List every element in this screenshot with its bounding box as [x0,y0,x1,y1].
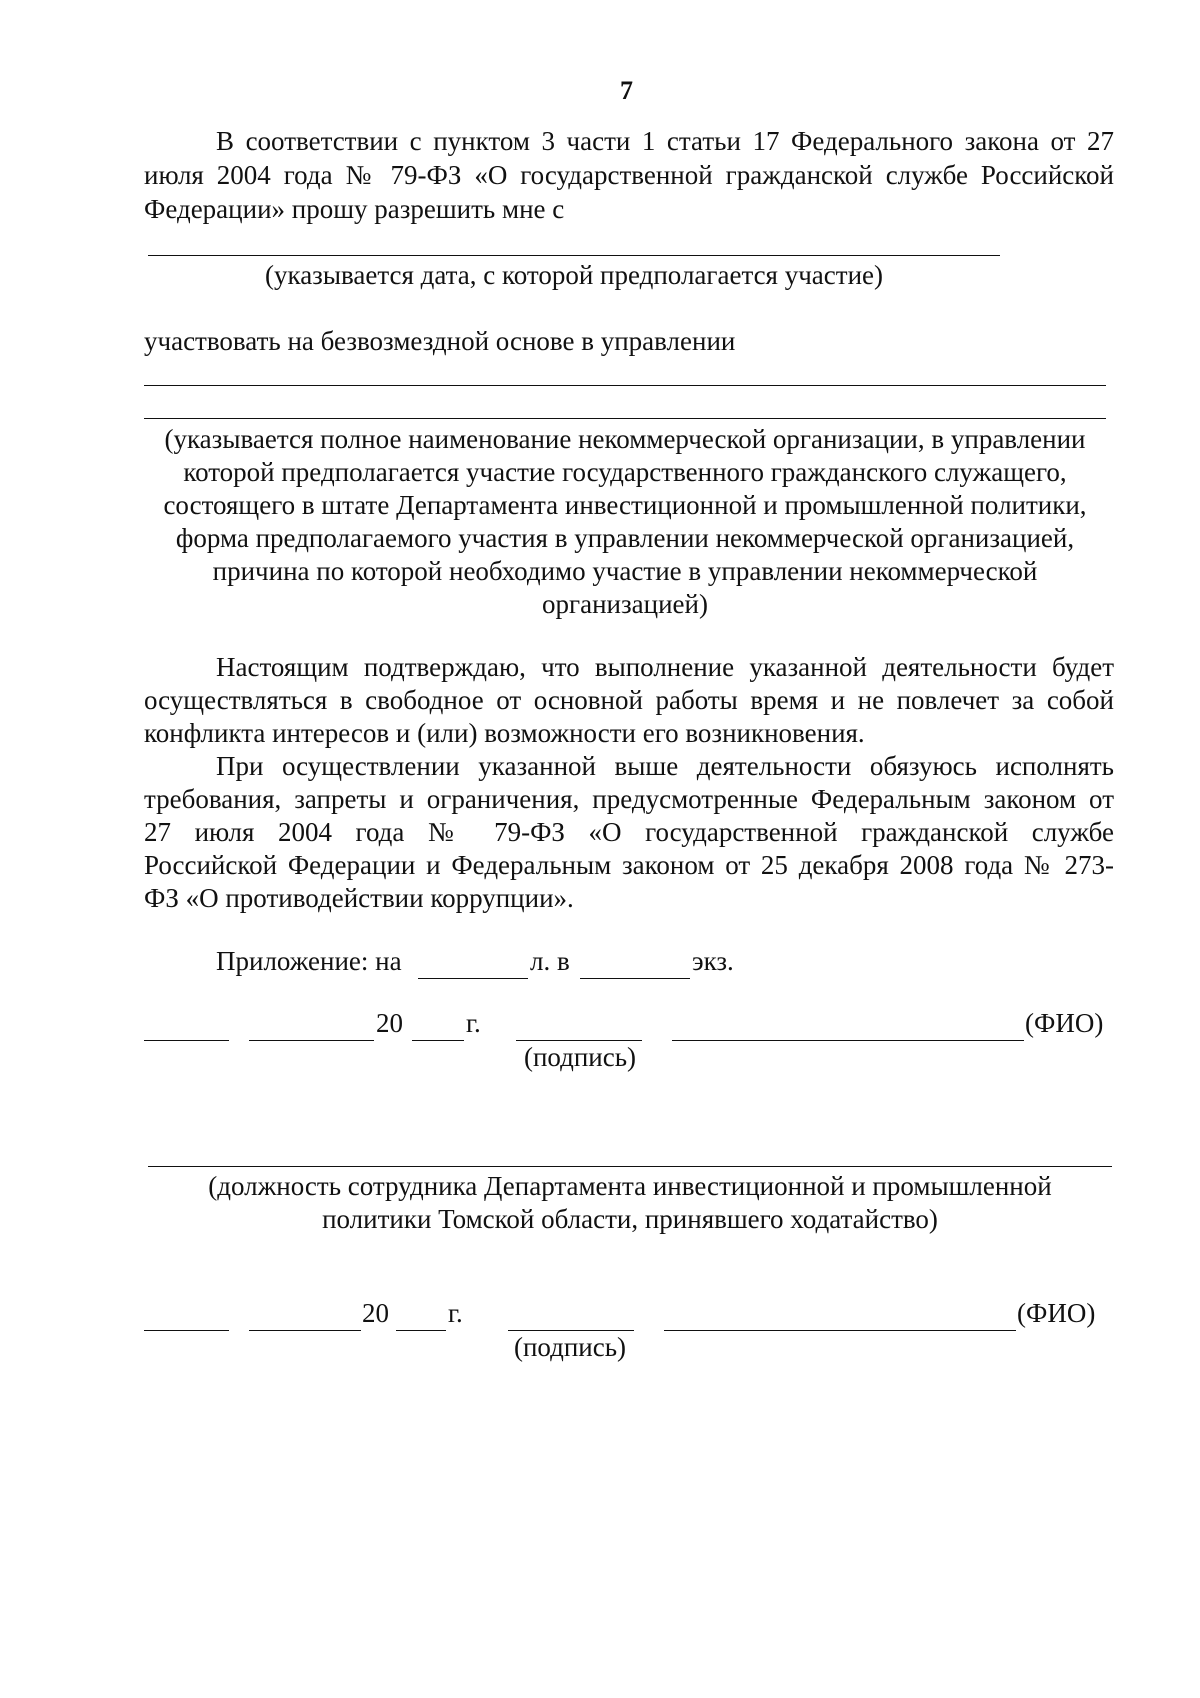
org-hint-line: форма предполагаемого участия в управлении некоммерческой организацией, [175,523,1075,553]
attachment-pages-blank[interactable] [418,978,528,979]
signature-blank[interactable] [508,1330,634,1331]
participate-text: участвовать на безвозмездной основе в управлении [144,326,736,356]
signature-blank[interactable] [516,1040,642,1041]
attachment-middle: л. в [530,946,570,976]
signature-hint: (подпись) [523,1042,637,1072]
obligation-line: ФЗ «О противодействии коррупции». [144,883,574,913]
org-hint-line: организацией) [542,589,708,619]
year-blank[interactable] [412,1040,464,1041]
fio-blank[interactable] [672,1040,1024,1041]
fio-blank[interactable] [664,1330,1016,1331]
organization-blank-line[interactable] [144,418,1106,419]
fio-label: (ФИО) [1017,1298,1096,1328]
day-blank[interactable] [144,1040,229,1041]
date-hint: (указывается дата, с которой предполагается участие) [265,260,883,290]
position-blank-line[interactable] [148,1166,1112,1167]
obligation-line: требования, запреты и ограничения, предусмотренные Федеральным законом от [144,784,1114,814]
year-prefix: 20 [376,1008,403,1038]
obligation-line: При осуществлении указанной выше деятельности обязуюсь исполнять [216,751,1114,781]
org-hint-line: которой предполагается участие государственного гражданского служащего, [183,457,1067,487]
confirm-line: осуществляться в свободное от основной работы время и не повлечет за собой [144,685,1114,715]
org-hint-line: состоящего в штате Департамента инвестиционной и промышленной политики, [163,490,1087,520]
intro-line: Федерации» прошу разрешить мне с [144,194,565,224]
year-suffix: г. [448,1298,463,1328]
org-hint-line: (указывается полное наименование некоммерческой организации, в управлении [164,424,1086,454]
org-hint-line: причина по которой необходимо участие в управлении некоммерческой [212,556,1038,586]
year-suffix: г. [466,1008,481,1038]
intro-line: В соответствии с пунктом 3 части 1 статьи 17 Федерального закона от 27 [216,126,1114,156]
year-prefix: 20 [362,1298,389,1328]
page-number: 7 [620,76,633,105]
signature-hint: (подпись) [513,1332,627,1362]
day-blank[interactable] [144,1330,229,1331]
attachment-copies-blank[interactable] [580,978,690,979]
obligation-line: 27 июля 2004 года № 79-ФЗ «О государственной гражданской службе [144,817,1114,847]
intro-line: июля 2004 года № 79-ФЗ «О государственной гражданской службе Российской [144,160,1114,190]
attachment-prefix: Приложение: на [216,946,402,976]
month-blank[interactable] [249,1040,374,1041]
obligation-line: Российской Федерации и Федеральным законом от 25 декабря 2008 года № 273- [144,850,1114,880]
position-hint-line: (должность сотрудника Департамента инвестиционной и промышленной [208,1171,1052,1201]
year-blank[interactable] [396,1330,446,1331]
confirm-line: конфликта интересов и (или) возможности его возникновения. [144,718,865,748]
position-hint-line: политики Томской области, принявшего ходатайство) [322,1204,938,1234]
attachment-suffix: экз. [692,946,734,976]
month-blank[interactable] [249,1330,361,1331]
organization-blank-line[interactable] [144,385,1106,386]
date-blank-line[interactable] [148,255,1000,256]
fio-label: (ФИО) [1025,1008,1104,1038]
confirm-line: Настоящим подтверждаю, что выполнение указанной деятельности будет [216,652,1114,682]
